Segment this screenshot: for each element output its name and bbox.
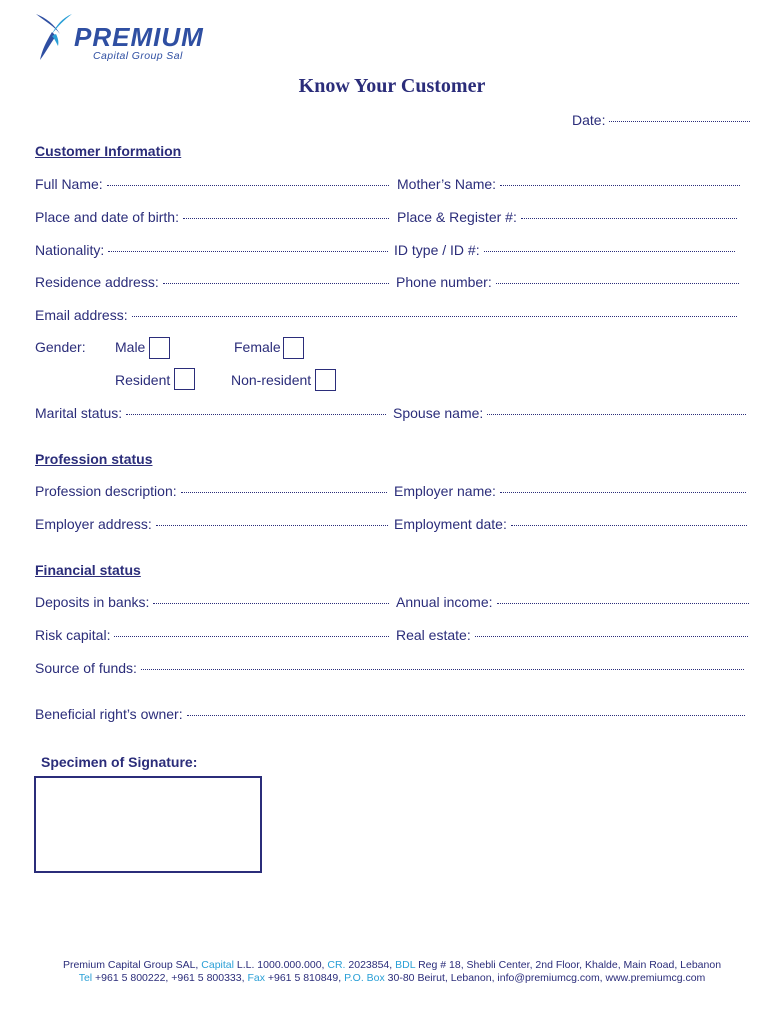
footer-company: Premium Capital Group SAL, bbox=[62, 959, 202, 971]
marital-status-field[interactable] bbox=[35, 405, 386, 421]
mothers-name-label: Mother’s Name: bbox=[397, 176, 497, 192]
marital-status-line[interactable] bbox=[126, 414, 386, 415]
real-estate-field[interactable] bbox=[396, 627, 748, 643]
page-title: Know Your Customer bbox=[298, 75, 486, 97]
female-checkbox[interactable] bbox=[283, 337, 304, 359]
non-resident-label: Non-resident bbox=[231, 372, 312, 388]
footer-contact: 30-80 Beirut, Lebanon, info@premiumcg.com, www.premiumcg.com bbox=[384, 971, 706, 984]
phone-number-label: Phone number: bbox=[396, 274, 492, 290]
employer-name-field[interactable] bbox=[394, 483, 746, 499]
deposits-in-banks-field[interactable] bbox=[35, 594, 389, 610]
footer-capital-label: Capital bbox=[201, 959, 234, 971]
source-of-funds-line[interactable] bbox=[141, 669, 744, 670]
resident-label: Resident bbox=[115, 372, 171, 388]
footer-address: Reg # 18, Shebli Center, 2nd Floor, Khalde, Main Road, Lebanon bbox=[415, 959, 722, 971]
profession-description-field[interactable] bbox=[35, 483, 387, 499]
phone-number-line[interactable] bbox=[496, 283, 739, 284]
footer-line-1 bbox=[0, 959, 770, 972]
specimen-signature-label: Specimen of Signature: bbox=[41, 754, 198, 770]
nationality-line[interactable] bbox=[108, 251, 388, 252]
employer-name-line[interactable] bbox=[500, 492, 746, 493]
id-type-field[interactable] bbox=[394, 242, 735, 258]
spouse-name-line[interactable] bbox=[487, 414, 746, 415]
nationality-label: Nationality: bbox=[35, 242, 105, 258]
section-customer-information: Customer Information bbox=[35, 143, 182, 159]
source-of-funds-field[interactable] bbox=[35, 660, 744, 676]
full-name-label: Full Name: bbox=[35, 176, 103, 192]
footer-bdl-label: BDL bbox=[395, 959, 416, 971]
place-date-birth-label: Place and date of birth: bbox=[35, 209, 179, 225]
employer-address-line[interactable] bbox=[156, 525, 388, 526]
real-estate-line[interactable] bbox=[475, 636, 748, 637]
full-name-field[interactable] bbox=[35, 176, 389, 192]
spouse-name-field[interactable] bbox=[393, 405, 746, 421]
footer-fax-value: +961 5 810849, bbox=[264, 971, 345, 984]
phone-number-field[interactable] bbox=[396, 274, 739, 290]
footer-tel-value: +961 5 800222, +961 5 800333, bbox=[92, 971, 248, 984]
deposits-in-banks-line[interactable] bbox=[153, 603, 389, 604]
employment-date-label: Employment date: bbox=[394, 516, 507, 532]
profession-description-label: Profession description: bbox=[35, 483, 177, 499]
email-address-field[interactable] bbox=[35, 307, 737, 323]
annual-income-line[interactable] bbox=[497, 603, 749, 604]
mothers-name-field[interactable] bbox=[397, 176, 740, 192]
beneficial-owner-field[interactable] bbox=[35, 706, 745, 722]
footer-fax-label: Fax bbox=[247, 971, 265, 984]
residence-address-field[interactable] bbox=[35, 274, 389, 290]
employer-address-label: Employer address: bbox=[35, 516, 152, 532]
risk-capital-line[interactable] bbox=[114, 636, 389, 637]
profession-description-line[interactable] bbox=[181, 492, 387, 493]
risk-capital-field[interactable] bbox=[35, 627, 389, 643]
employer-name-label: Employer name: bbox=[394, 483, 496, 499]
section-financial-status: Financial status bbox=[35, 562, 141, 578]
footer-cr-label: CR. bbox=[327, 959, 346, 971]
logo-tagline: Capital Group Sal bbox=[93, 50, 183, 62]
employment-date-field[interactable] bbox=[394, 516, 747, 532]
risk-capital-label: Risk capital: bbox=[35, 627, 111, 643]
residence-address-label: Residence address: bbox=[35, 274, 159, 290]
gender-label: Gender: bbox=[35, 339, 86, 355]
annual-income-field[interactable] bbox=[396, 594, 749, 610]
footer-line-2 bbox=[0, 972, 770, 985]
date-label: Date: bbox=[572, 112, 606, 128]
email-address-line[interactable] bbox=[132, 316, 737, 317]
resident-checkbox[interactable] bbox=[174, 368, 195, 390]
non-resident-checkbox[interactable] bbox=[315, 369, 336, 391]
spouse-name-label: Spouse name: bbox=[393, 405, 484, 421]
footer-cr-value: 2023854, bbox=[345, 959, 396, 971]
real-estate-label: Real estate: bbox=[396, 627, 471, 643]
signature-box[interactable] bbox=[34, 776, 262, 873]
footer-pobox-label: P.O. Box bbox=[344, 971, 385, 984]
section-profession-status: Profession status bbox=[35, 451, 153, 467]
place-register-field[interactable] bbox=[397, 209, 737, 225]
place-register-label: Place & Register #: bbox=[397, 209, 517, 225]
residence-address-line[interactable] bbox=[163, 283, 389, 284]
footer-capital-value: L.L. 1000.000.000, bbox=[233, 959, 328, 971]
male-label: Male bbox=[115, 339, 146, 355]
date-line[interactable] bbox=[609, 121, 750, 122]
marital-status-label: Marital status: bbox=[35, 405, 123, 421]
mothers-name-line[interactable] bbox=[500, 185, 740, 186]
annual-income-label: Annual income: bbox=[396, 594, 493, 610]
date-field[interactable] bbox=[572, 112, 750, 128]
employer-address-field[interactable] bbox=[35, 516, 388, 532]
email-address-label: Email address: bbox=[35, 307, 128, 323]
place-register-line[interactable] bbox=[521, 218, 737, 219]
female-label: Female bbox=[234, 339, 281, 355]
logo-wordmark: PREMIUM bbox=[74, 22, 204, 52]
deposits-in-banks-label: Deposits in banks: bbox=[35, 594, 150, 610]
footer-tel-label: Tel bbox=[78, 971, 93, 984]
place-date-birth-line[interactable] bbox=[183, 218, 389, 219]
employment-date-line[interactable] bbox=[511, 525, 747, 526]
page-footer bbox=[0, 959, 770, 984]
source-of-funds-label: Source of funds: bbox=[35, 660, 137, 676]
place-date-birth-field[interactable] bbox=[35, 209, 389, 225]
company-logo bbox=[32, 12, 222, 62]
nationality-field[interactable] bbox=[35, 242, 388, 258]
swift-logo-icon bbox=[32, 12, 76, 62]
beneficial-owner-line[interactable] bbox=[187, 715, 745, 716]
id-type-line[interactable] bbox=[484, 251, 735, 252]
full-name-line[interactable] bbox=[107, 185, 389, 186]
id-type-label: ID type / ID #: bbox=[394, 242, 480, 258]
beneficial-owner-label: Beneficial right’s owner: bbox=[35, 706, 183, 722]
male-checkbox[interactable] bbox=[149, 337, 170, 359]
